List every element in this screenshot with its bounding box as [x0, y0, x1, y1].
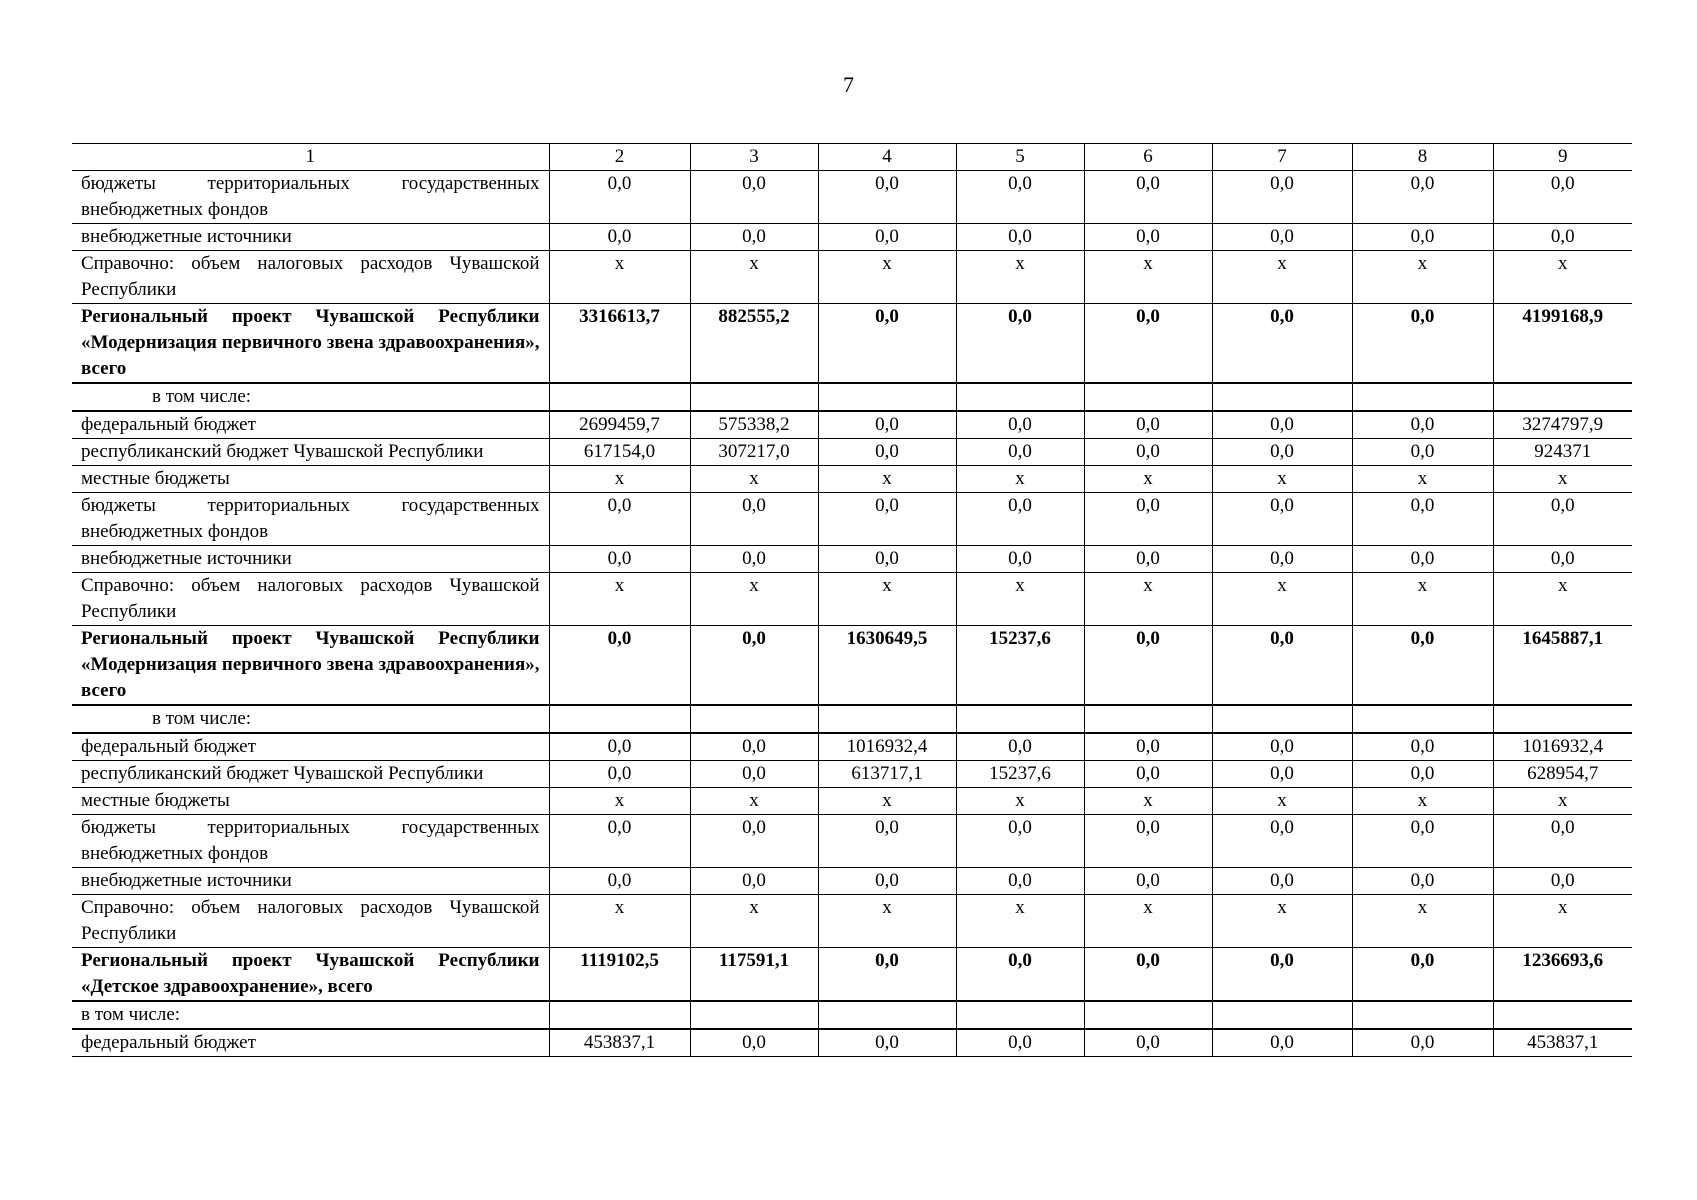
cell-value: [1493, 1001, 1632, 1029]
cell-value: 4199168,9: [1493, 304, 1632, 384]
cell-value: 0,0: [1084, 815, 1212, 868]
table-row: [72, 383, 1632, 411]
cell-value: 0,0: [1212, 948, 1352, 1002]
cell-value: 0,0: [956, 411, 1084, 439]
cell-value: 0,0: [549, 868, 690, 895]
cell-value: x: [549, 251, 690, 304]
cell-value: [956, 705, 1084, 733]
cell-value: [1212, 705, 1352, 733]
row-label: федеральный бюджет: [72, 733, 549, 761]
cell-value: 0,0: [1212, 546, 1352, 573]
cell-value: 0,0: [956, 733, 1084, 761]
cell-value: 0,0: [818, 171, 956, 224]
cell-value: 0,0: [818, 411, 956, 439]
project-total-row: [72, 626, 1632, 706]
row-label: республиканский бюджет Чувашской Республики: [72, 761, 549, 788]
cell-value: 575338,2: [690, 411, 818, 439]
cell-value: 613717,1: [818, 761, 956, 788]
cell-value: 0,0: [549, 493, 690, 546]
cell-value: 117591,1: [690, 948, 818, 1002]
column-number: 8: [1352, 144, 1493, 171]
cell-value: 617154,0: [549, 439, 690, 466]
row-label: республиканский бюджет Чувашской Республики: [72, 439, 549, 466]
cell-value: 0,0: [1084, 224, 1212, 251]
table-row: [72, 868, 1632, 895]
cell-value: 0,0: [956, 546, 1084, 573]
cell-value: [1352, 383, 1493, 411]
cell-value: 0,0: [956, 171, 1084, 224]
cell-value: 0,0: [549, 171, 690, 224]
cell-value: 0,0: [1352, 224, 1493, 251]
cell-value: 453837,1: [549, 1029, 690, 1057]
row-label: Региональный проект Чувашской Республики «Модернизация первичного звена здравоохранения», всего: [72, 304, 549, 384]
cell-value: 0,0: [818, 546, 956, 573]
cell-value: x: [690, 573, 818, 626]
cell-value: [956, 383, 1084, 411]
row-label: бюджеты территориальных государственных внебюджетных фондов: [72, 815, 549, 868]
cell-value: 0,0: [1212, 224, 1352, 251]
cell-value: 15237,6: [956, 626, 1084, 706]
cell-value: x: [549, 788, 690, 815]
cell-value: 0,0: [690, 546, 818, 573]
cell-value: [1493, 705, 1632, 733]
cell-value: x: [1212, 895, 1352, 948]
cell-value: 0,0: [1212, 815, 1352, 868]
cell-value: 0,0: [1084, 411, 1212, 439]
cell-value: x: [1493, 895, 1632, 948]
column-number: 2: [549, 144, 690, 171]
cell-value: 0,0: [690, 224, 818, 251]
cell-value: 15237,6: [956, 761, 1084, 788]
table-header-row: [72, 144, 1632, 171]
cell-value: [1352, 1001, 1493, 1029]
cell-value: x: [818, 895, 956, 948]
cell-value: 0,0: [690, 171, 818, 224]
cell-value: [549, 383, 690, 411]
table-row: [72, 761, 1632, 788]
cell-value: 0,0: [1084, 948, 1212, 1002]
cell-value: [818, 1001, 956, 1029]
cell-value: x: [1212, 251, 1352, 304]
cell-value: x: [1493, 573, 1632, 626]
cell-value: x: [818, 573, 956, 626]
cell-value: 0,0: [956, 1029, 1084, 1057]
cell-value: 0,0: [956, 493, 1084, 546]
cell-value: 0,0: [818, 439, 956, 466]
cell-value: x: [690, 788, 818, 815]
table-row: [72, 1001, 1632, 1029]
cell-value: x: [1493, 251, 1632, 304]
row-label: Справочно: объем налоговых расходов Чувашской Республики: [72, 895, 549, 948]
cell-value: 0,0: [1493, 815, 1632, 868]
table-row: [72, 573, 1632, 626]
cell-value: 0,0: [956, 868, 1084, 895]
cell-value: x: [1212, 573, 1352, 626]
cell-value: 2699459,7: [549, 411, 690, 439]
cell-value: [1084, 705, 1212, 733]
cell-value: 0,0: [549, 815, 690, 868]
cell-value: [1212, 383, 1352, 411]
cell-value: 1119102,5: [549, 948, 690, 1002]
row-label: местные бюджеты: [72, 466, 549, 493]
cell-value: 0,0: [1084, 761, 1212, 788]
row-label: бюджеты территориальных государственных внебюджетных фондов: [72, 171, 549, 224]
cell-value: 0,0: [549, 224, 690, 251]
cell-value: [1084, 383, 1212, 411]
column-number: 3: [690, 144, 818, 171]
cell-value: x: [956, 788, 1084, 815]
cell-value: 0,0: [1084, 1029, 1212, 1057]
cell-value: [690, 1001, 818, 1029]
budget-table: [72, 143, 1632, 1057]
column-number: 7: [1212, 144, 1352, 171]
cell-value: 0,0: [1212, 868, 1352, 895]
cell-value: 0,0: [549, 626, 690, 706]
cell-value: 0,0: [1352, 411, 1493, 439]
cell-value: x: [956, 466, 1084, 493]
cell-value: x: [1352, 895, 1493, 948]
table-row: [72, 733, 1632, 761]
table-row: [72, 251, 1632, 304]
cell-value: 0,0: [1212, 1029, 1352, 1057]
table-row: [72, 493, 1632, 546]
table-row: [72, 171, 1632, 224]
cell-value: 0,0: [818, 868, 956, 895]
table-row: [72, 1029, 1632, 1057]
cell-value: x: [549, 895, 690, 948]
cell-value: x: [1352, 788, 1493, 815]
table-row: [72, 815, 1632, 868]
cell-value: 0,0: [1212, 493, 1352, 546]
table-row: [72, 705, 1632, 733]
row-label: в том числе:: [72, 705, 549, 733]
row-label: бюджеты территориальных государственных внебюджетных фондов: [72, 493, 549, 546]
cell-value: x: [1352, 573, 1493, 626]
cell-value: x: [818, 788, 956, 815]
cell-value: x: [1352, 251, 1493, 304]
cell-value: 0,0: [1352, 761, 1493, 788]
table-row: [72, 466, 1632, 493]
cell-value: 0,0: [818, 493, 956, 546]
table-row: [72, 546, 1632, 573]
cell-value: 0,0: [1493, 546, 1632, 573]
table-row: [72, 411, 1632, 439]
row-label: федеральный бюджет: [72, 1029, 549, 1057]
row-label: внебюджетные источники: [72, 868, 549, 895]
cell-value: 0,0: [1212, 733, 1352, 761]
cell-value: x: [818, 466, 956, 493]
cell-value: x: [690, 466, 818, 493]
cell-value: 0,0: [1352, 546, 1493, 573]
cell-value: 0,0: [956, 815, 1084, 868]
cell-value: 628954,7: [1493, 761, 1632, 788]
cell-value: 3316613,7: [549, 304, 690, 384]
cell-value: 0,0: [1084, 868, 1212, 895]
row-label: местные бюджеты: [72, 788, 549, 815]
cell-value: [549, 705, 690, 733]
cell-value: x: [1212, 788, 1352, 815]
cell-value: 0,0: [1352, 171, 1493, 224]
cell-value: x: [1084, 251, 1212, 304]
cell-value: 0,0: [1212, 304, 1352, 384]
cell-value: 0,0: [818, 304, 956, 384]
cell-value: x: [1084, 573, 1212, 626]
cell-value: [1212, 1001, 1352, 1029]
table-row: [72, 788, 1632, 815]
table-row: [72, 895, 1632, 948]
column-number: 9: [1493, 144, 1632, 171]
cell-value: x: [956, 573, 1084, 626]
cell-value: x: [1084, 895, 1212, 948]
cell-value: x: [549, 466, 690, 493]
cell-value: x: [1212, 466, 1352, 493]
row-label: в том числе:: [72, 1001, 549, 1029]
row-label: Справочно: объем налоговых расходов Чувашской Республики: [72, 573, 549, 626]
cell-value: 0,0: [1352, 1029, 1493, 1057]
cell-value: x: [1084, 788, 1212, 815]
cell-value: 0,0: [690, 626, 818, 706]
column-number: 6: [1084, 144, 1212, 171]
cell-value: x: [818, 251, 956, 304]
cell-value: 0,0: [1084, 439, 1212, 466]
cell-value: 0,0: [690, 761, 818, 788]
cell-value: 0,0: [1212, 439, 1352, 466]
cell-value: 0,0: [1212, 171, 1352, 224]
cell-value: 0,0: [1493, 493, 1632, 546]
cell-value: 0,0: [1084, 493, 1212, 546]
cell-value: 0,0: [1212, 411, 1352, 439]
cell-value: [690, 705, 818, 733]
cell-value: [1084, 1001, 1212, 1029]
cell-value: 0,0: [1084, 304, 1212, 384]
cell-value: x: [956, 251, 1084, 304]
cell-value: 0,0: [690, 1029, 818, 1057]
column-number: 4: [818, 144, 956, 171]
cell-value: 0,0: [1352, 868, 1493, 895]
cell-value: 0,0: [818, 1029, 956, 1057]
cell-value: 0,0: [1493, 868, 1632, 895]
cell-value: x: [1084, 466, 1212, 493]
cell-value: x: [956, 895, 1084, 948]
row-label: Региональный проект Чувашской Республики «Детское здравоохранение», всего: [72, 948, 549, 1002]
row-label: внебюджетные источники: [72, 546, 549, 573]
page-number: 7: [843, 72, 854, 97]
cell-value: [690, 383, 818, 411]
cell-value: [1493, 383, 1632, 411]
cell-value: x: [1493, 466, 1632, 493]
cell-value: [1352, 705, 1493, 733]
cell-value: 0,0: [1084, 171, 1212, 224]
row-label: внебюджетные источники: [72, 224, 549, 251]
row-label: Справочно: объем налоговых расходов Чувашской Республики: [72, 251, 549, 304]
cell-value: [818, 705, 956, 733]
table-row: [72, 439, 1632, 466]
cell-value: x: [690, 895, 818, 948]
cell-value: 0,0: [690, 815, 818, 868]
project-total-row: [72, 948, 1632, 1002]
cell-value: 307217,0: [690, 439, 818, 466]
cell-value: 0,0: [1212, 626, 1352, 706]
cell-value: 1645887,1: [1493, 626, 1632, 706]
row-label: федеральный бюджет: [72, 411, 549, 439]
cell-value: x: [1493, 788, 1632, 815]
cell-value: [956, 1001, 1084, 1029]
cell-value: 882555,2: [690, 304, 818, 384]
cell-value: 0,0: [1493, 171, 1632, 224]
row-label: в том числе:: [72, 383, 549, 411]
cell-value: 0,0: [956, 948, 1084, 1002]
table-row: [72, 224, 1632, 251]
cell-value: x: [1352, 466, 1493, 493]
cell-value: 0,0: [1084, 733, 1212, 761]
cell-value: 0,0: [549, 761, 690, 788]
cell-value: x: [690, 251, 818, 304]
cell-value: 0,0: [690, 868, 818, 895]
cell-value: 0,0: [818, 948, 956, 1002]
cell-value: 0,0: [1352, 948, 1493, 1002]
cell-value: 0,0: [1352, 733, 1493, 761]
cell-value: 0,0: [1212, 761, 1352, 788]
cell-value: 1016932,4: [818, 733, 956, 761]
cell-value: [549, 1001, 690, 1029]
column-number: 5: [956, 144, 1084, 171]
cell-value: 0,0: [1352, 815, 1493, 868]
project-total-row: [72, 304, 1632, 384]
cell-value: 1016932,4: [1493, 733, 1632, 761]
cell-value: 0,0: [1084, 546, 1212, 573]
cell-value: 0,0: [818, 815, 956, 868]
cell-value: 1630649,5: [818, 626, 956, 706]
cell-value: 453837,1: [1493, 1029, 1632, 1057]
cell-value: 0,0: [549, 733, 690, 761]
cell-value: 0,0: [549, 546, 690, 573]
cell-value: 0,0: [1493, 224, 1632, 251]
cell-value: 0,0: [1352, 439, 1493, 466]
cell-value: 0,0: [956, 224, 1084, 251]
column-number: 1: [72, 144, 549, 171]
cell-value: 0,0: [1352, 626, 1493, 706]
cell-value: 0,0: [690, 733, 818, 761]
cell-value: [818, 383, 956, 411]
cell-value: 0,0: [818, 224, 956, 251]
cell-value: 0,0: [1352, 304, 1493, 384]
row-label: Региональный проект Чувашской Республики «Модернизация первичного звена здравоохранения», всего: [72, 626, 549, 706]
cell-value: 0,0: [1084, 626, 1212, 706]
cell-value: 0,0: [1352, 493, 1493, 546]
cell-value: 0,0: [956, 439, 1084, 466]
cell-value: x: [549, 573, 690, 626]
cell-value: 3274797,9: [1493, 411, 1632, 439]
cell-value: 0,0: [956, 304, 1084, 384]
cell-value: 1236693,6: [1493, 948, 1632, 1002]
cell-value: 924371: [1493, 439, 1632, 466]
cell-value: 0,0: [690, 493, 818, 546]
